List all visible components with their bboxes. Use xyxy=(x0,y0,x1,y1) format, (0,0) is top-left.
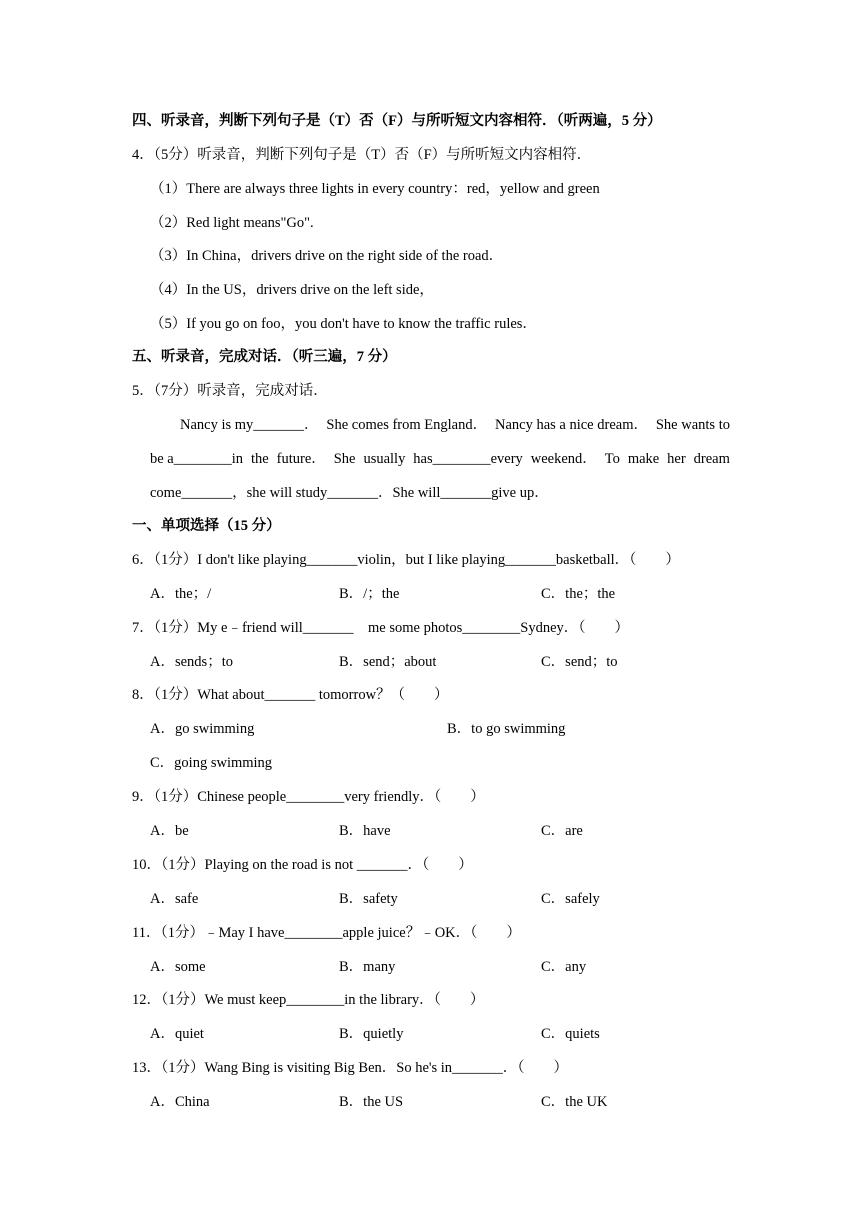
passage-word: be a________in xyxy=(150,451,244,467)
question-11-option-b[interactable]: B．many xyxy=(339,959,396,975)
question-12-option-a[interactable]: A．quiet xyxy=(150,1026,204,1042)
question-10-option-b[interactable]: B．safety xyxy=(339,891,398,907)
question-13-stem: 13．（1分）Wang Bing is visiting Big Ben．So he's in_______．（ ） xyxy=(132,1060,569,1076)
passage-word: She xyxy=(333,451,356,467)
question-10-option-a[interactable]: A．safe xyxy=(150,891,199,907)
question-6-option-b[interactable]: B．/；the xyxy=(339,586,400,602)
question-8-option-c[interactable]: C．going swimming xyxy=(150,755,273,771)
question-12-stem: 12．（1分）We must keep________in the library．（ ） xyxy=(132,992,485,1008)
statement-5: （5）If you go on foo，you don't have to know the traffic rules． xyxy=(150,316,537,332)
question-6-option-a[interactable]: A．the；/ xyxy=(150,586,212,602)
question-4-stem: 4．（5分）听录音，判断下列句子是（T）否（F）与所听短文内容相符． xyxy=(132,147,592,163)
passage-word: the xyxy=(250,451,269,467)
question-7-option-b[interactable]: B．send；about xyxy=(339,654,437,670)
section-heading-single-choice: 一、单项选择（15 分） xyxy=(132,518,281,534)
question-9-option-c[interactable]: C．are xyxy=(541,823,583,839)
passage-word: weekend． xyxy=(530,451,597,467)
question-10-stem: 10．（1分）Playing on the road is not _______．（ ） xyxy=(132,857,473,873)
question-8-stem: 8．（1分）What about_______ tomorrow？（ ） xyxy=(132,687,449,703)
statement-4: （4）In the US，drivers drive on the left side， xyxy=(150,282,434,298)
passage-line-3: come_______，she will study_______．She will_______give up． xyxy=(150,485,549,501)
question-6-stem: 6．（1分）I don't like playing_______violin，but I like playing_______basketball．（ ） xyxy=(132,552,680,568)
passage-segment: Nancy has a nice dream． xyxy=(494,417,648,433)
section-heading-listening-true-false: 四、听录音，判断下列句子是（T）否（F）与所听短文内容相符．（听两遍，5 分） xyxy=(132,113,662,129)
question-12-option-b[interactable]: B．quietly xyxy=(339,1026,404,1042)
question-7-option-a[interactable]: A．sends；to xyxy=(150,654,233,670)
question-12-option-c[interactable]: C．quiets xyxy=(541,1026,600,1042)
question-9-option-b[interactable]: B．have xyxy=(339,823,391,839)
question-8-option-a[interactable]: A．go swimming xyxy=(150,721,255,737)
passage-word: has________every xyxy=(413,451,523,467)
question-9-stem: 9．（1分）Chinese people________very friendly．（ ） xyxy=(132,789,485,805)
statement-3: （3）In China，drivers drive on the right side of the road． xyxy=(150,248,504,264)
question-13-option-b[interactable]: B．the US xyxy=(339,1094,404,1110)
passage-line-1 xyxy=(180,415,730,435)
question-5-stem: 5．（7分）听录音，完成对话． xyxy=(132,383,328,399)
question-11-option-c[interactable]: C．any xyxy=(541,959,587,975)
question-13-option-a[interactable]: A．China xyxy=(150,1094,210,1110)
passage-word: dream xyxy=(693,451,730,467)
question-7-option-c[interactable]: C．send；to xyxy=(541,654,618,670)
question-7-stem: 7．（1分）My e﹣friend will_______ me some photos________Sydney．（ ） xyxy=(132,620,629,636)
statement-2: （2）Red light means"Go". xyxy=(150,215,314,231)
question-11-option-a[interactable]: A．some xyxy=(150,959,206,975)
question-11-stem: 11．（1分）﹣May I have________apple juice？﹣OK．（ ） xyxy=(132,925,521,941)
question-8-option-b[interactable]: B．to go swimming xyxy=(447,721,566,737)
section-heading-listening-complete: 五、听录音，完成对话．（听三遍，7 分） xyxy=(132,349,397,365)
passage-word: make xyxy=(627,451,660,467)
statement-1: （1）There are always three lights in every country：red，yellow and green xyxy=(150,181,600,197)
passage-line-2 xyxy=(150,449,730,469)
question-13-option-c[interactable]: C．the UK xyxy=(541,1094,608,1110)
passage-segment: She wants to xyxy=(655,417,730,433)
question-10-option-c[interactable]: C．safely xyxy=(541,891,600,907)
passage-segment: Nancy is my_______． xyxy=(180,417,319,433)
question-9-option-a[interactable]: A．be xyxy=(150,823,189,839)
passage-word: To xyxy=(604,451,620,467)
passage-word: future． xyxy=(276,451,326,467)
passage-word: usually xyxy=(363,451,406,467)
passage-segment: She comes from England． xyxy=(326,417,488,433)
question-6-option-c[interactable]: C．the；the xyxy=(541,586,616,602)
passage-word: her xyxy=(667,451,686,467)
